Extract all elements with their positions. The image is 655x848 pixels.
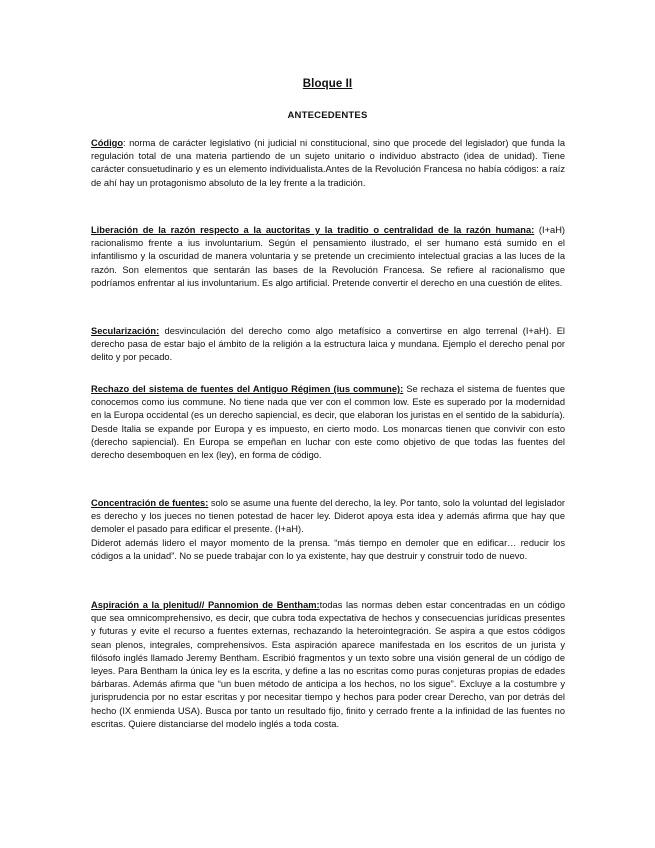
section-heading: Rechazo del sistema de fuentes del Antiguo Régimen (ius commune):	[91, 384, 404, 394]
section-body: : norma de carácter legislativo (ni judicial ni constitucional, sino que procede del legislador) que funda la regulación total de una materia partiendo de un sujeto unitario o individuo abstracto (idea de unidad). Tiene carácter consuetudinario y es un elemento individualista.Antes de la Revolución Francesa no había códigos: a raíz de ahí hay un protagonismo absoluto de la ley frente a la tradición.	[91, 138, 565, 188]
section-secularizacion	[91, 325, 565, 365]
section-extra: Diderot además lidero el mayor momento de la prensa. “más tiempo en demoler que en edificar… reducir los códigos a la unidad”. No se puede trabajar con lo ya existente, hay que destruir y construir todo de nuevo.	[91, 537, 565, 561]
section-rechazo	[91, 383, 565, 462]
page-subtitle: ANTECEDENTES	[287, 110, 368, 121]
section-liberacion	[91, 224, 565, 290]
section-heading: Aspiración a la plenitud// Pannomion de Bentham:	[91, 600, 320, 610]
section-aspiracion	[91, 599, 565, 731]
section-heading: Concentración de fuentes:	[91, 498, 209, 508]
section-body: (I+aH) racionalismo frente a ius involuntarium. Según el pensamiento ilustrado, el ser humano está sumido en el infantilismo y la oscuridad de manera voluntaria y se pretende un crecimiento intelectual gracias a las luces de la razón. Son elementos que sentarán las bases de la Revolución Francesa. Se refiere al racionalismo que podríamos enfrentar al ius involuntarium. Es algo artificial. Pretende convertir el derecho en una cuestión de elites.	[91, 225, 566, 288]
section-concentracion	[91, 497, 565, 563]
section-heading: Código	[91, 138, 124, 148]
section-heading: Secularización:	[91, 326, 160, 336]
section-body: solo se asume una fuente del derecho, la ley. Por tanto, solo la voluntad del legislador es derecho y los jueces no tienen potestad de hacer ley. Diderot apoya esta idea y además afirma que hay que demoler el pasado para edificar el presente. (I+aH).	[91, 498, 565, 535]
section-codigo	[91, 137, 565, 190]
section-body: todas las normas deben estar concentradas en un código que sea omnicomprehensivo, es decir, que cubra toda expectativa de hechos y consecuencias jurídicas presentes y futuras y evite el recurso a fuentes externas, rechazando la heterointegración. Se aspira a que estos códigos sean plenos, integrales, comprehensivos. Esta aspiración aparece manifestada en los escritos de un jurista y filósofo inglés llamado Jeremy Bentham. Escribió fragmentos y un texto sobre una visión general de un código de leyes. Para Bentham la única ley es la escrita, y define a las no escritas como puras conjeturas propias de edades bárbaras. Además afirma que “un buen método de anticipa a los hechos, no los sigue”. Excluye a la costumbre y jurisprudencia por no estar escritas y por necesitar tiempo y hechos para poder crear Derecho, van por detrás del hecho (IX enmienda USA). Busca por tanto un resultado fijo, finito y cerrado frente a la infinidad de las fuentes no escritas. Quiere distanciarse del modelo inglés a toda costa.	[91, 600, 565, 729]
page-title: Bloque II	[302, 78, 353, 90]
section-body: Se rechaza el sistema de fuentes que conocemos como ius commune. No tiene nada que ver con el common low. Este es superado por la modernidad en la Europa occidental (es un derecho sapiencial, es decir, que elaboran los juristas en el sentido de la sabiduría). Desde Italia se expande por Europa y es impuesto, en cierto modo. Los monarcas tienen que convivir con esto (derecho sapiencial). En Europa se empeñan en luchar con este como objetivo de que todas las fuentes del derecho desemboquen en lex (ley), en forma de código.	[91, 384, 565, 461]
section-body: desvinculación del derecho como algo metafísico a convertirse en algo terrenal (I+aH). El derecho pasa de estar bajo el ámbito de la religión a la estructura laica y mundana. Ejemplo el derecho penal por delito y por pecado.	[91, 326, 565, 363]
section-heading: Liberación de la razón respecto a la auctoritas y la traditio o centralidad de la razón humana:	[91, 225, 535, 235]
